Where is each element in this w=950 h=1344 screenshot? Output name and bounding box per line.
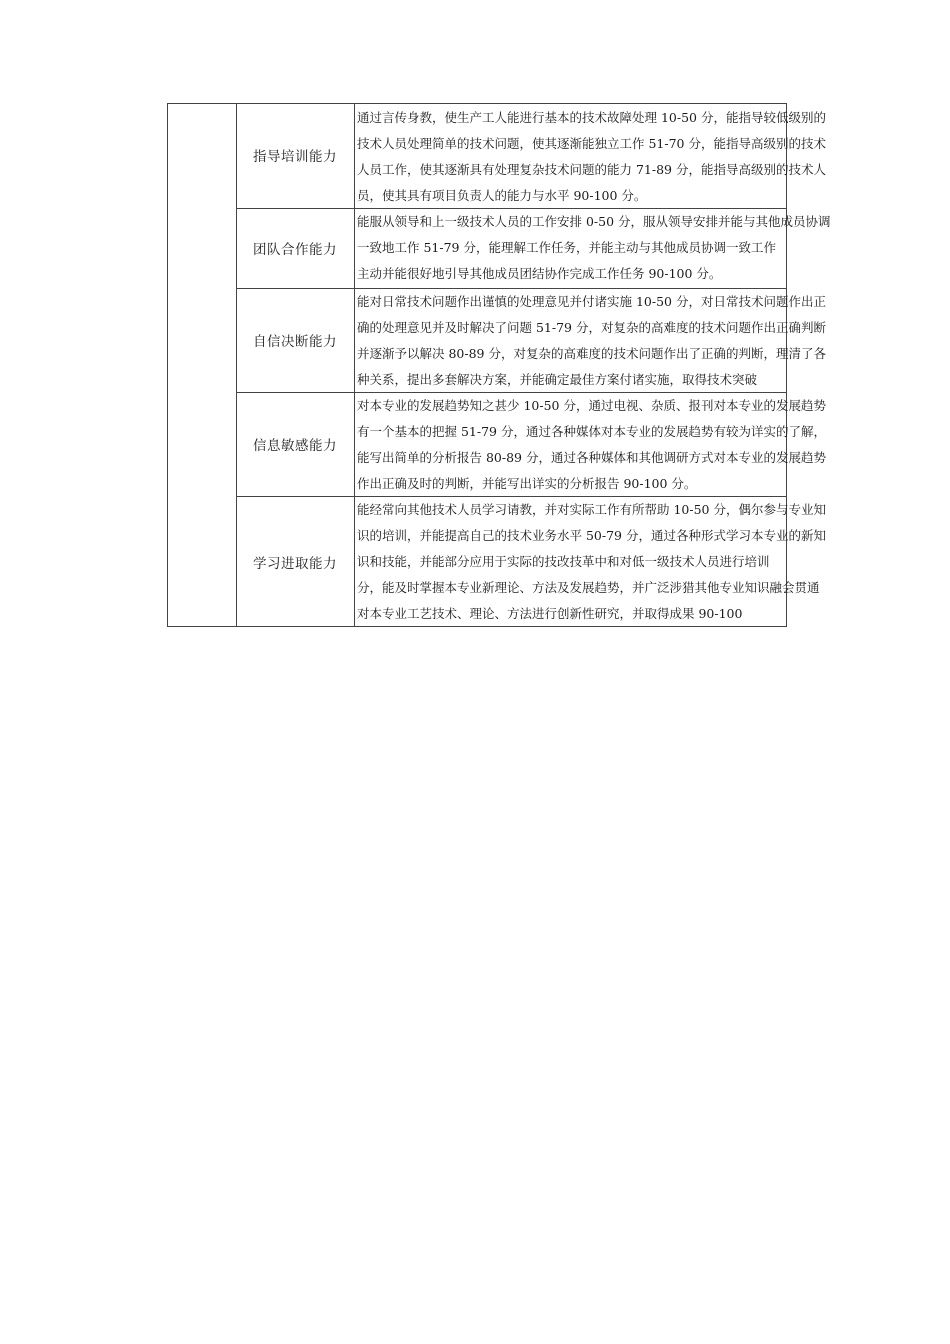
description-line: 一致地工作 51-79 分，能理解工作任务，并能主动与其他成员协调一致工作 [357,240,776,255]
description-line: 有一个基本的把握 51-79 分，通过各种媒体对本专业的发展趋势有较为详实的了解， [357,424,826,439]
ability-label: 自信决断能力 [253,334,337,350]
description-line: 能经常向其他技术人员学习请教，并对实际工作有所帮助 10-50 分，偶尔参与专业知 [357,502,826,517]
description-line: 通过言传身教，使生产工人能进行基本的技术故障处理 10-50 分，能指导较低级别的 [357,110,826,125]
description-line: 作出正确及时的判断，并能写出详实的分析报告 90-100 分。 [357,476,697,491]
description-line: 识和技能，并能部分应用于实际的技改技革中和对低一级技术人员进行培训 [357,554,770,569]
ability-description [357,393,902,497]
ability-description [357,105,902,209]
description-line: 技术人员处理简单的技术问题，使其逐渐能独立工作 51-70 分，能指导高级别的技术 [357,136,826,151]
description-line: 识的培训，并能提高自己的技术业务水平 50-79 分，通过各种形式学习本专业的新知 [357,528,826,543]
description-line: 对本专业工艺技术、理论、方法进行创新性研究，并取得成果 90-100 [357,606,743,621]
description-line: 能写出简单的分析报告 80-89 分，通过各种媒体和其他调研方式对本专业的发展趋势 [357,450,826,465]
description-line: 主动并能很好地引导其他成员团结协作完成工作任务 90-100 分。 [357,266,722,281]
ability-description [357,209,902,287]
ability-description [357,289,902,393]
description-line: 分，能及时掌握本专业新理论、方法及发展趋势，并广泛涉猎其他专业知识融会贯通 [357,580,820,595]
ability-label: 指导培训能力 [253,149,337,165]
ability-description [357,497,902,627]
description-line: 能对日常技术问题作出谨慎的处理意见并付诸实施 10-50 分，对日常技术问题作出正 [357,294,826,309]
description-line: 能服从领导和上一级技术人员的工作安排 0-50 分，服从领导安排并能与其他成员协调 [357,214,831,229]
table-column-divider [354,104,355,626]
description-line: 确的处理意见并及时解决了问题 51-79 分，对复杂的高难度的技术问题作出正确判断 [357,320,826,335]
description-line: 对本专业的发展趋势知之甚少 10-50 分，通过电视、杂质、报刊对本专业的发展趋势 [357,398,826,413]
ability-label: 学习进取能力 [253,555,337,572]
ability-label: 团队合作能力 [253,242,337,258]
ability-label: 信息敏感能力 [253,438,337,454]
description-line: 员，使其具有项目负责人的能力与水平 90-100 分。 [357,188,647,203]
description-line: 并逐渐予以解决 80-89 分，对复杂的高难度的技术问题作出了正确的判断，理清了各 [357,346,826,361]
description-line: 种关系，提出多套解决方案，并能确定最佳方案付诸实施，取得技术突破 [357,372,758,387]
description-line: 人员工作，使其逐渐具有处理复杂技术问题的能力 71-89 分，能指导高级别的技术人 [357,162,826,177]
